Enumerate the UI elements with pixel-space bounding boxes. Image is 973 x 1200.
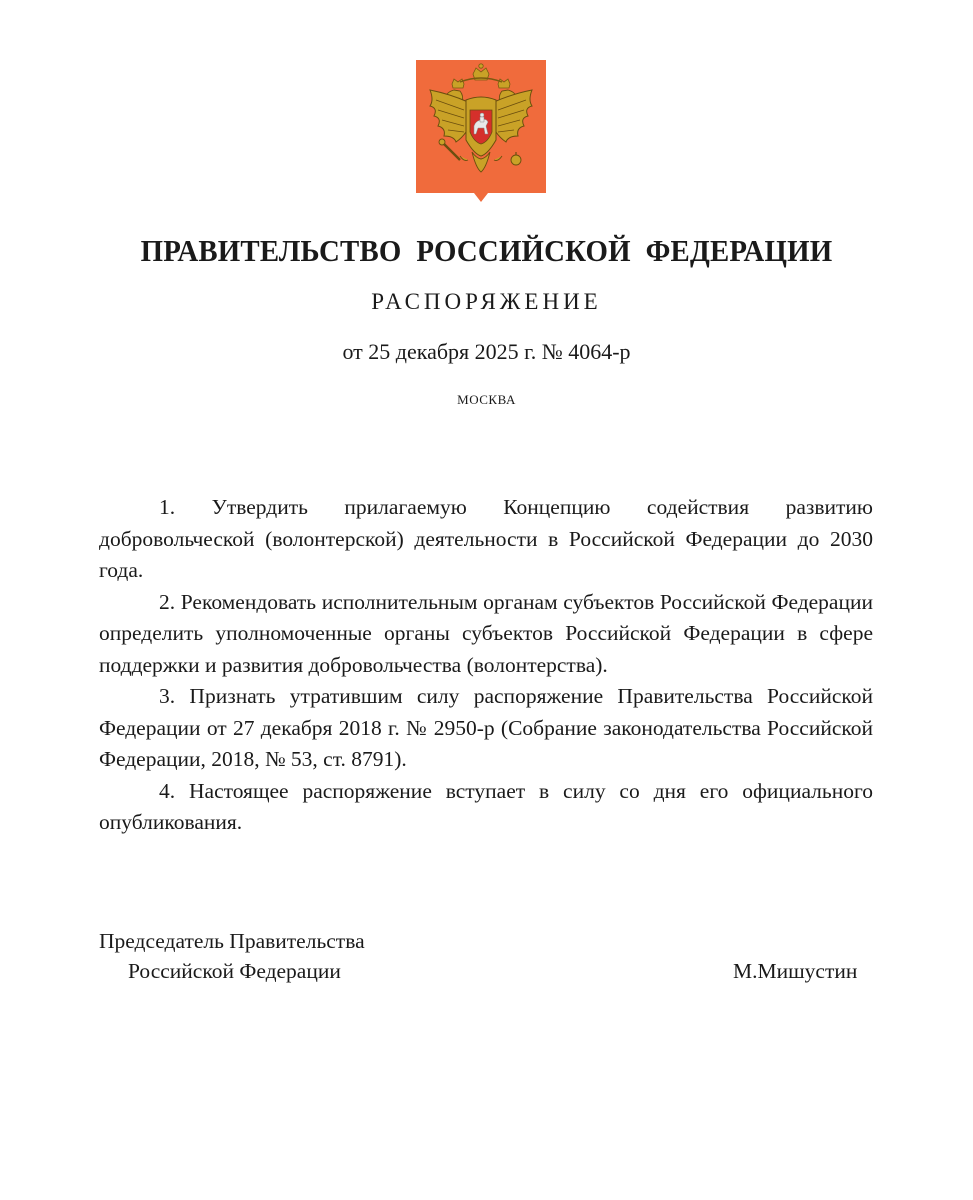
document-date-number: от 25 декабря 2025 г. № 4064-р [342,339,631,364]
signer-name: М.Мишустин [733,959,858,983]
signer-position-line-1: Председатель Правительства [99,929,365,953]
document-body [99,492,873,839]
document-type: РАСПОРЯЖЕНИЕ [371,289,602,314]
paragraph-4: 4. Настоящее распоряжение вступает в силу со дня его официального опубликования. [99,778,873,834]
government-title: ПРАВИТЕЛЬСТВО РОССИЙСКОЙ ФЕДЕРАЦИИ [140,233,833,268]
paragraph-2: 2. Рекомендовать исполнительным органам субъектов Российской Федерации определить уполномоченные органы субъектов Российской Федерации в сфере поддержки и развития добровольчества (волонтерства). [99,589,873,677]
signer-position [99,926,419,986]
signer-position-line-2: Российской Федерации [128,959,341,983]
paragraph-1: 1. Утвердить прилагаемую Концепцию содействия развитию добровольческой (волонтерской) деятельности в Российской Федерации до 2030 года. [99,495,873,582]
document-city: МОСКВА [457,392,516,407]
coat-of-arms-icon [416,60,546,205]
paragraph-3: 3. Признать утратившим силу распоряжение Правительства Российской Федерации от 27 декабря 2018 г. № 2950-р (Собрание законодательства Российской Федерации, 2018, № 53, ст. 8791). [99,684,873,771]
